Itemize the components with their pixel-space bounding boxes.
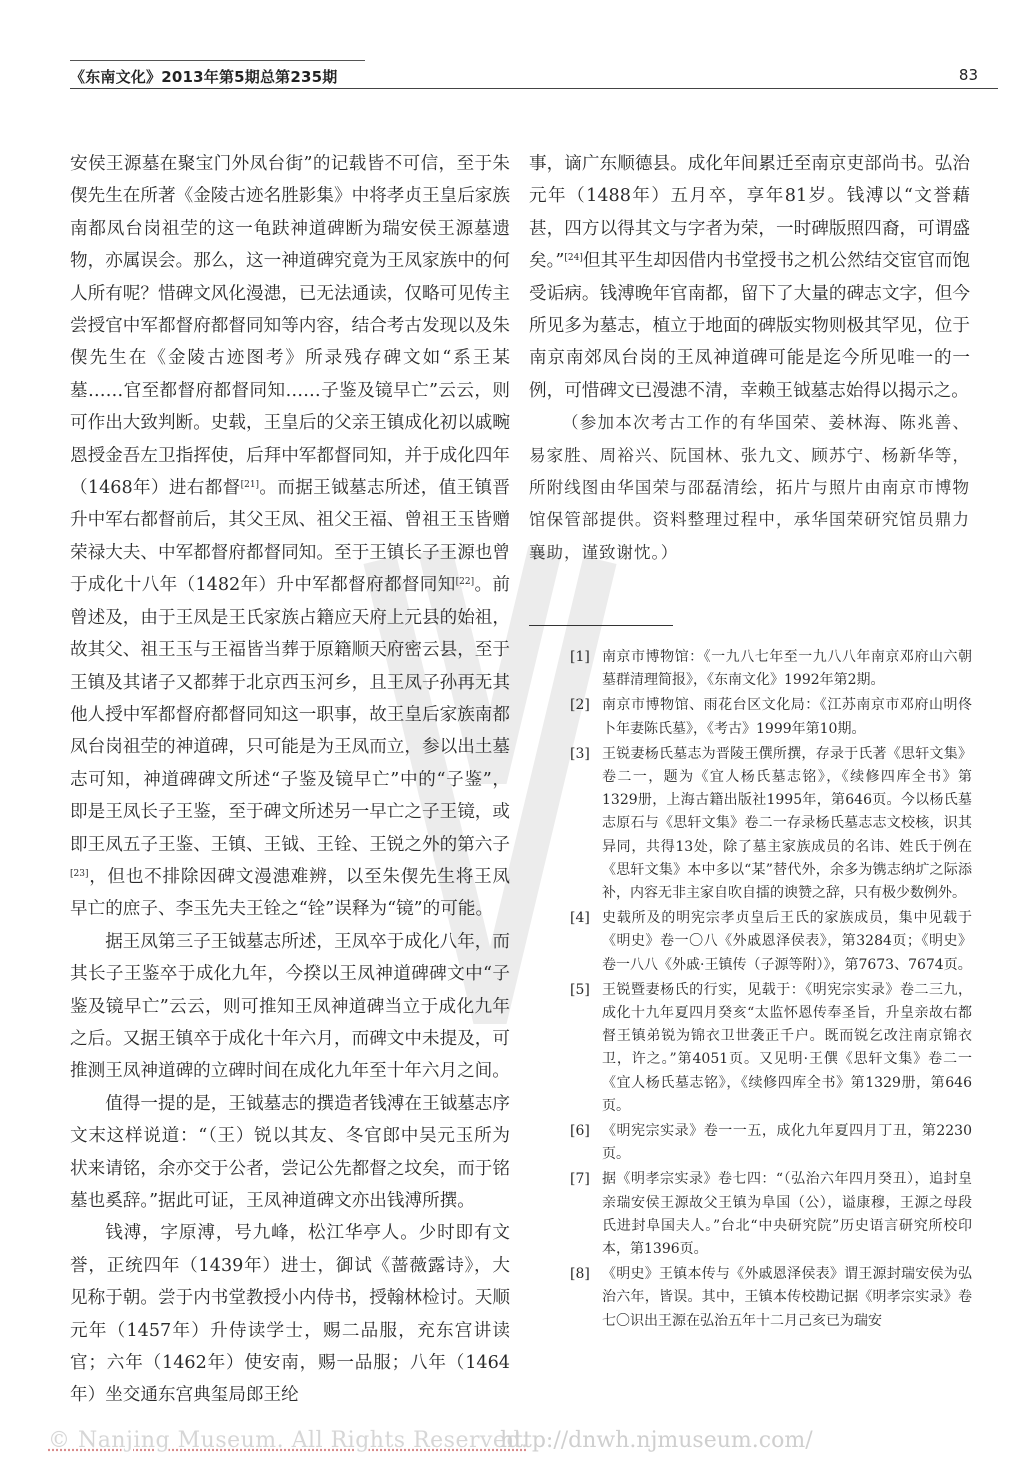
footnote-number: [7] — [570, 1171, 590, 1188]
footnote-text: 史载所及的明宪宗孝贞皇后王氏的家族成员，集中见载于《明史》卷一〇八《外戚恩泽侯表》，第3284页；《明史》卷一八八《外戚·王镇传（子源等附）》，第7673、7674页。 — [602, 910, 972, 973]
footnote-item — [570, 1168, 972, 1261]
footnote-text: 《明史》王镇本传与《外戚恩泽侯表》谓王源封瑞安侯为弘治六年，皆误。其中，王镇本传校勘记据《明孝宗实录》卷七〇识出王源在弘治五年十二月己亥已为瑞安 — [602, 1266, 972, 1329]
body-paragraph: 值得一提的是，王钺墓志的撰造者钱溥在王钺墓志序文末这样说道：“（王）锐以其友、冬官郎中吴元玉所为状来请铭，余亦交于公者，尝记公先都督之坟矣，而于铭墓也奚辞。”据此可证，王凤神道碑文亦出钱溥所撰。 — [70, 1093, 510, 1211]
header-top-rule — [70, 60, 365, 61]
right-column — [529, 148, 970, 569]
url-watermark[interactable]: http://dnwh.njmuseum.com/ — [500, 1428, 813, 1453]
footnote-text: 《明宪宗实录》卷一一五，成化九年夏四月丁丑，第2230页。 — [602, 1123, 972, 1163]
footnote-text: 王锐妻杨氏墓志为晋陵王僎所撰，存录于氏著《思轩文集》卷二一，题为《宜人杨氏墓志铭》，《续修四库全书》第1329册，上海古籍出版社1995年，第646页。今以杨氏墓志原石与《思轩文集》卷二一存录杨氏墓志志文校核，识其异同，共得13处，除了墓主家族成员的名讳、姓氏于例在《思轩文集》本中多以“某”替代外，余多为镌志纳圹之际添补，内容无非主家自吹自擂的谀赞之辞，只有极少数例外。 — [602, 745, 972, 902]
citation-mark[interactable]: [22] — [455, 577, 475, 588]
footnote-item — [570, 1120, 972, 1166]
paragraph-text: 。而据王钺墓志所述，值王镇晋升中军右都督前后，其父王凤、祖父王福、曾祖王玉皆赠荣禄大夫、中军都督府都督同知。至于王镇长子王源也曾于成化十八年（1482年）升中军都督府都督同知 — [70, 478, 510, 596]
footnote-number: [5] — [570, 981, 590, 998]
footnote-number: [4] — [570, 910, 590, 927]
copyright-text[interactable]: © Nanjing Museum. All Rights Reserved. — [48, 1428, 529, 1453]
footnote-number: [8] — [570, 1266, 590, 1283]
body-paragraph: 据王凤第三子王钺墓志所述，王凤卒于成化八年，而其长子王鉴卒于成化九年，今揆以王凤神道碑碑文中“子鉴及镜早亡”云云，则可推知王凤神道碑当立于成化九年之后。又据王镇卒于成化十年六月，而碑文中未提及，可推测王凤神道碑的立碑时间在成化九年至十年六月之间。 — [70, 931, 510, 1082]
paragraph-text: 但其平生却因借内书堂授书之机公然结交宦官而饱受诟病。钱溥晚年官南都，留下了大量的碑志文字，但今所见多为墓志，植立于地面的碑版实物则极其罕见，位于南京南郊凤台岗的王凤神道碑可能是迄今所见唯一的一例，可惜碑文已漫漶不清，幸赖王钺墓志始得以揭示之。 — [529, 251, 970, 401]
paragraph-text: 事，谪广东顺德县。成化年间累迁至南京吏部尚书。弘治元年（1488年）五月卒，享年81岁。钱溥以“文誉藉甚，四方以得其文与字者为荣，一时碑版照四裔，可谓盛矣。” — [529, 154, 970, 272]
paragraph-text: 。前曾述及，由于王凤是王氏家族占籍应天府上元县的始祖，故其父、祖王玉与王福皆当葬于原籍顺天府密云县，至于王镇及其诸子又都葬于北京西玉河乡，且王凤子孙再无其他人授中军都督府都督同知这一职事，故王皇后家族南都凤台岗祖茔的神道碑，只可能是为王凤而立，参以出土墓志可知，神道碑碑文所述“子鉴及镜早亡”中的“子鉴”，即是王凤长子王鉴，至于碑文所述另一早亡之子王镜，或即王凤五子王鉴、王镇、王钺、王铨、王锐之外的第六子 — [70, 575, 510, 855]
running-header — [70, 60, 998, 90]
copyright-watermark — [48, 1428, 529, 1453]
footnote-item — [570, 694, 972, 740]
acknowledgement: （参加本次考古工作的有华国荣、姜林海、陈兆善、易家胜、周裕兴、阮国林、张九文、顾苏宁、杨新华等，所附线图由华国荣与邵磊清绘，拓片与照片由南京市博物馆保管部提供。资料整理过程中，承华国荣研究馆员鼎力襄助，谨致谢忱。） — [529, 413, 970, 562]
body-paragraph — [529, 148, 970, 407]
body-paragraph — [70, 148, 510, 926]
footnote-separator — [529, 625, 673, 626]
footnote-item — [570, 743, 972, 905]
footnote-item — [570, 979, 972, 1118]
footnote-number: [1] — [570, 649, 590, 665]
footnote-text: 据《明孝宗实录》卷七四：“（弘治六年四月癸丑），追封皇亲瑞安侯王源故父王镇为阜国（公），谥康穆，王源之母段氏进封阜国夫人。”台北“中央研究院”历史语言研究所校印本，第1396页。 — [602, 1171, 972, 1258]
header-bottom-rule — [70, 88, 998, 89]
citation-mark[interactable]: [23] — [70, 868, 89, 879]
left-column — [70, 148, 510, 1412]
footnote-item — [570, 907, 972, 977]
footnotes — [570, 646, 972, 1335]
citation-mark[interactable]: [24] — [564, 253, 583, 264]
footnote-number: [2] — [570, 697, 590, 714]
footnote-text: 南京市博物馆、雨花台区文化局：《江苏南京市邓府山明佟卜年妻陈氏墓》，《考古》1999年第10期。 — [602, 697, 972, 737]
citation-mark[interactable]: [21] — [240, 480, 260, 491]
footnote-number: [6] — [570, 1123, 590, 1140]
footnote-item — [570, 1263, 972, 1333]
journal-issue: 《东南文化》2013年第5期总第235期 — [70, 68, 338, 86]
footnote-text: 南京市博物馆：《一九八七年至一九八八年南京邓府山六朝墓群清理简报》，《东南文化》1992年第2期。 — [602, 649, 972, 689]
paragraph-text: 安侯王源墓在聚宝门外凤台街”的记载皆不可信，至于朱偰先生在所著《金陵古迹名胜影集》中将孝贞王皇后家族南都凤台岗祖茔的这一龟趺神道碑断为瑞安侯王源墓遗物，亦属误会。那么，这一神道碑究竟为王凤家族中的何人所有呢？惜碑文风化漫漶，已无法通读，仅略可见传主尝授官中军都督府都督同知等内容，结合考古发现以及朱偰先生在《金陵古迹图考》所录残存碑文如“系王某墓……官至都督府都督同知……子鉴及镜早亡”云云，则可作出大致判断。史载，王皇后的父亲王镇成化初以戚畹恩授金吾左卫指挥使，后拜中军都督同知，并于成化四年（1468年）进右都督 — [70, 154, 510, 499]
page-number: 83 — [958, 66, 978, 84]
footnote-number: [3] — [570, 745, 590, 762]
paragraph-text: ，但也不排除因碑文漫漶难辨，以至朱偰先生将王凤早亡的庶子、李玉先夫王铨之“铨”误释为“镜”的可能。 — [70, 866, 510, 920]
body-paragraph: 钱溥，字原溥，号九峰，松江华亭人。少时即有文誉，正统四年（1439年）进士，御试《蔷薇露诗》，大见称于朝。尝于内书堂教授小内侍书，授翰林检讨。天顺元年（1457年）升侍读学士，赐二品服，充东宫讲读官；六年（1462年）使安南，赐一品服；八年（1464年）坐交通东宫典玺局郎王纶 — [70, 1223, 510, 1406]
footnote-item — [570, 646, 972, 692]
footnote-text: 王锐暨妻杨氏的行实，见载于：《明宪宗实录》卷二三九，成化十九年夏四月癸亥“太监怀恩传奉圣旨，升皇亲故右都督王镇弟锐为锦衣卫世袭正千户。既而锐乞改注南京锦衣卫，许之。”第4051页。又见明·王僎《思轩文集》卷二一《宜人杨氏墓志铭》，《续修四库全书》第1329册，第646页。 — [602, 981, 972, 1114]
